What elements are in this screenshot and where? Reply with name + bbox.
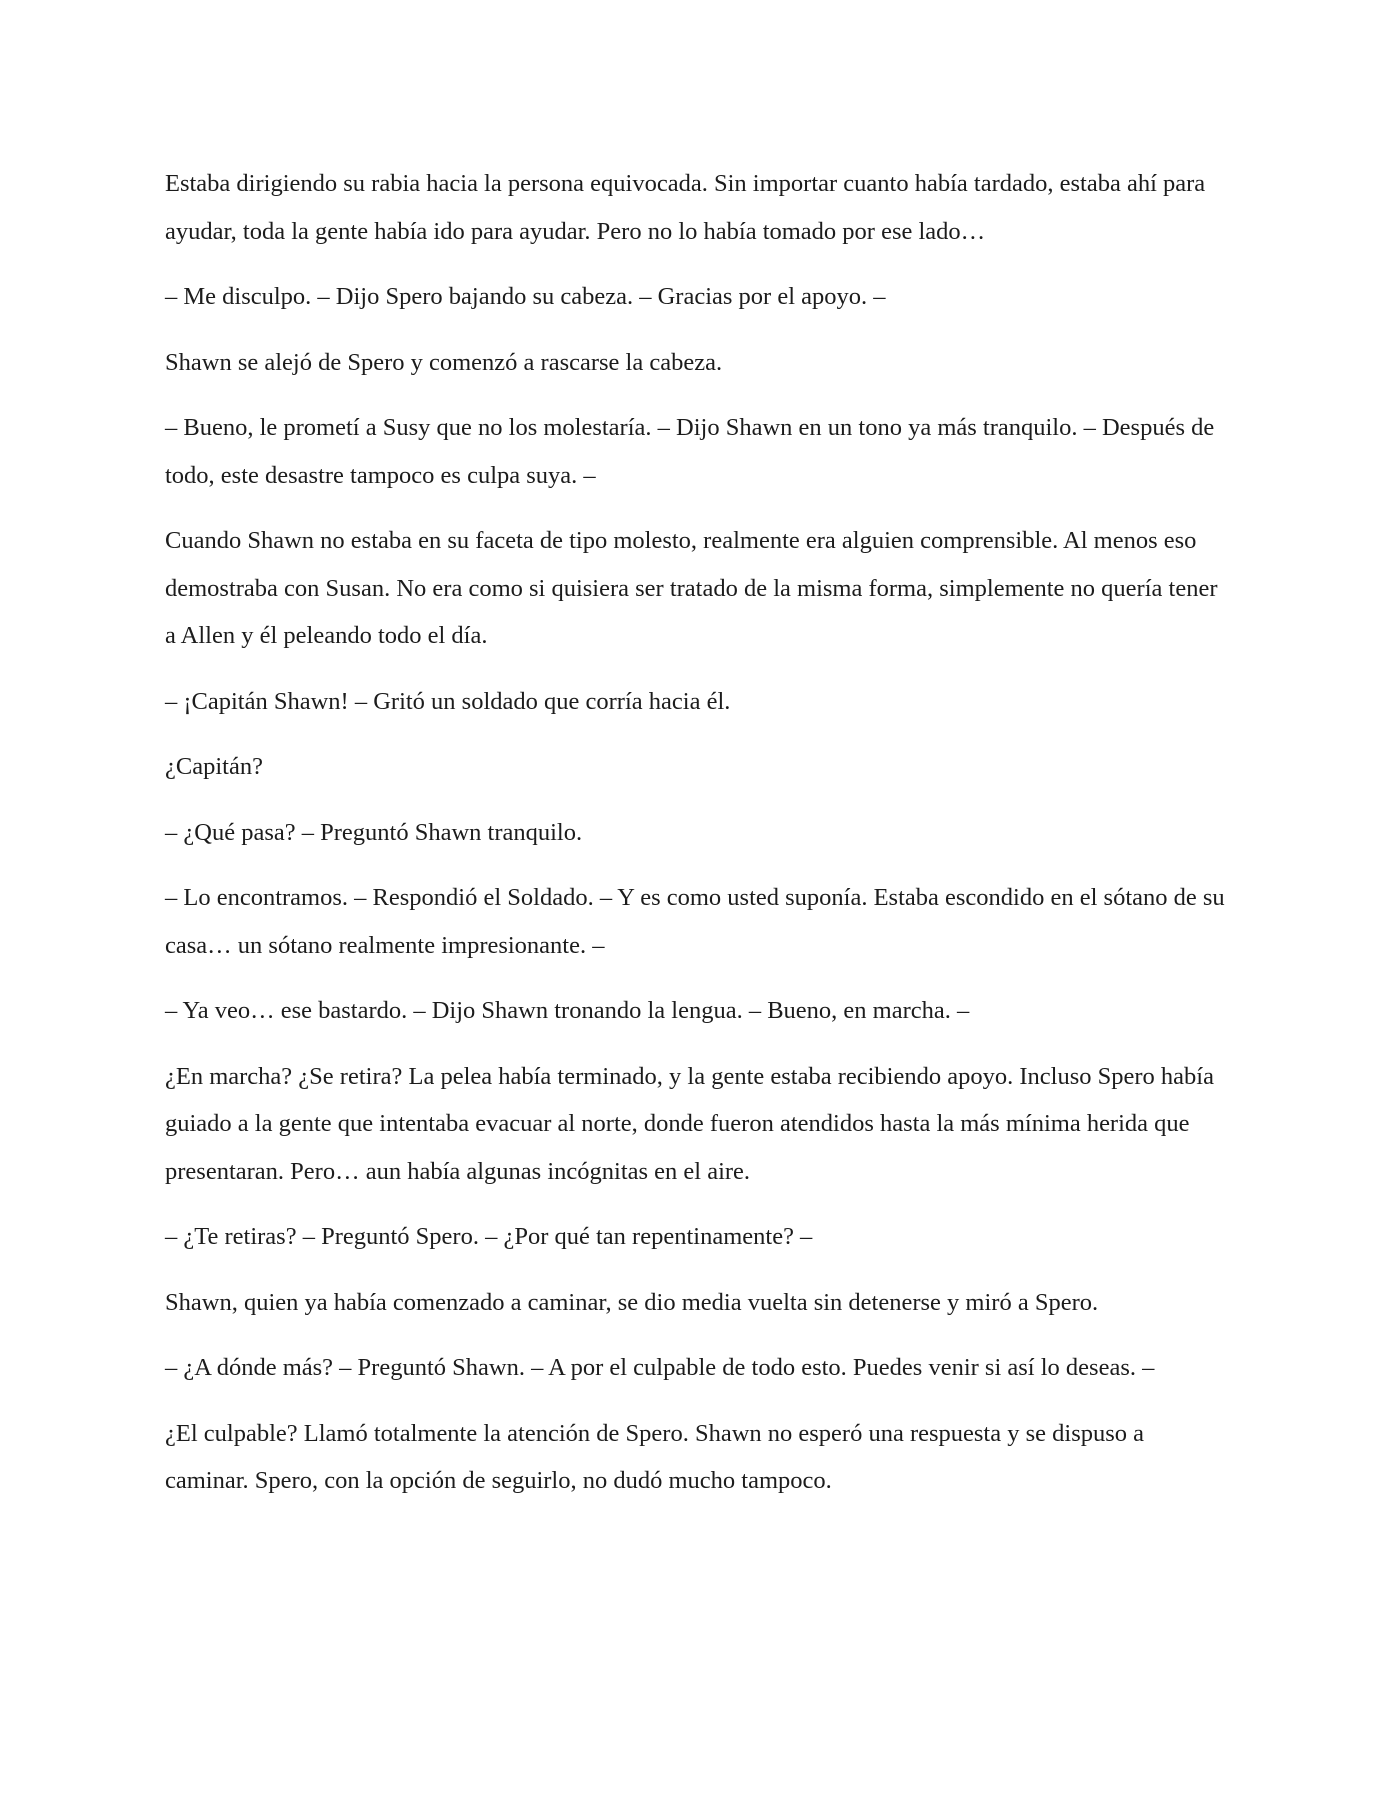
paragraph: Shawn, quien ya había comenzado a caminar, se dio media vuelta sin detenerse y miró a Spero. xyxy=(165,1288,1099,1316)
paragraph: – Lo encontramos. – Respondió el Soldado. – Y es como usted suponía. Estaba escondido en el sótano de su casa… un sótano realmente impresionante. – xyxy=(165,884,1225,959)
paragraph: – ¿Te retiras? – Preguntó Spero. – ¿Por qué tan repentinamente? – xyxy=(165,1223,813,1250)
paragraph: – Me disculpo. – Dijo Spero bajando su cabeza. – Gracias por el apoyo. – xyxy=(165,283,886,310)
paragraph: Cuando Shawn no estaba en su faceta de tipo molesto, realmente era alguien comprensible. Al menos eso demostraba con Susan. No era como si quisiera ser tratado de la misma forma, simplemente no quería tener a Allen y él peleando todo el día. xyxy=(165,527,1218,649)
paragraph: – ¡Capitán Shawn! – Gritó un soldado que corría hacia él. xyxy=(165,687,731,715)
paragraph: – ¿Qué pasa? – Preguntó Shawn tranquilo. xyxy=(165,818,583,846)
paragraph: Shawn se alejó de Spero y comenzó a rascarse la cabeza. xyxy=(165,348,723,376)
paragraph: – ¿A dónde más? – Preguntó Shawn. – A por el culpable de todo esto. Puedes venir si así lo deseas. – xyxy=(165,1354,1155,1381)
document-body xyxy=(165,160,1225,1523)
paragraph: ¿Capitán? xyxy=(165,753,263,780)
paragraph: ¿En marcha? ¿Se retira? La pelea había terminado, y la gente estaba recibiendo apoyo. Incluso Spero había guiado a la gente que intentaba evacuar al norte, donde fueron atendidos hasta la más mínima herida que presentaran. Pero… aun había algunas incógnitas en el aire. xyxy=(165,1062,1214,1185)
paragraph: ¿El culpable? Llamó totalmente la atención de Spero. Shawn no esperó una respuesta y se dispuso a caminar. Spero, con la opción de seguirlo, no dudó mucho tampoco. xyxy=(165,1419,1145,1494)
paragraph: Estaba dirigiendo su rabia hacia la persona equivocada. Sin importar cuanto había tardado, estaba ahí para ayudar, toda la gente había ido para ayudar. Pero no lo había tomado por ese lado… xyxy=(165,170,1206,245)
paragraph: – Bueno, le prometí a Susy que no los molestaría. – Dijo Shawn en un tono ya más tranquilo. – Después de todo, este desastre tampoco es culpa suya. – xyxy=(165,414,1215,489)
paragraph: – Ya veo… ese bastardo. – Dijo Shawn tronando la lengua. – Bueno, en marcha. – xyxy=(165,997,970,1024)
